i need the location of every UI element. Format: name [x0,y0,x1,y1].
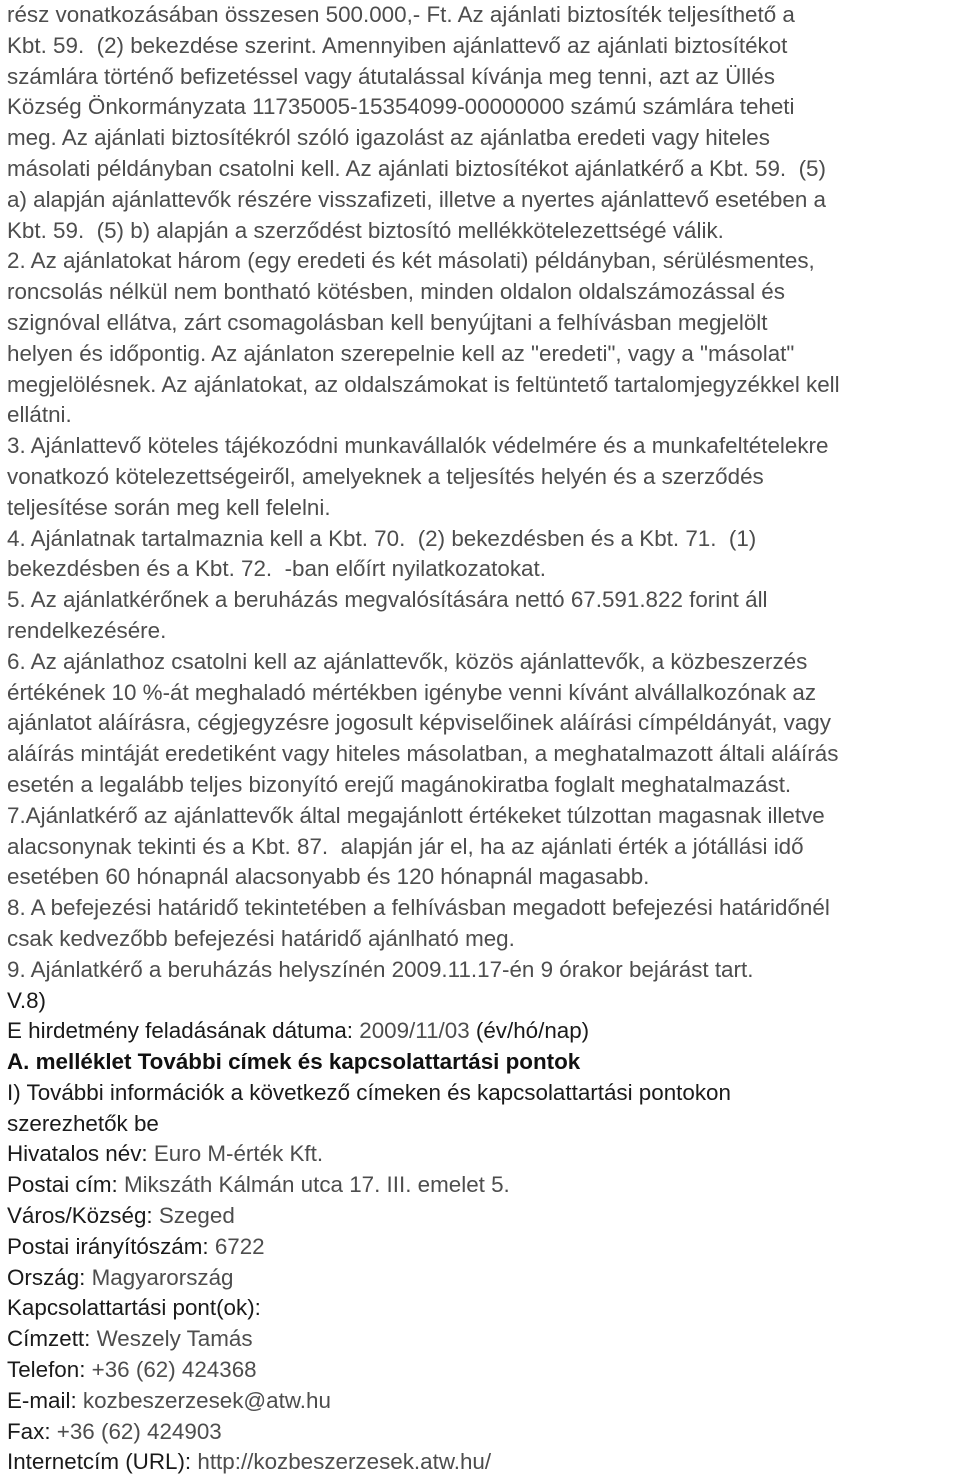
text-line: szignóval ellátva, zárt csomagolásban kell benyújtani a felhívásban megjelölt [7,309,768,335]
contact-city [7,1201,957,1232]
text-line: esetében 60 hónapnál alacsonyabb és 120 hónapnál magasabb. [7,864,650,890]
info-heading-line-2: szerezhetők be [7,1110,159,1136]
text-line: ellátni. [7,402,72,428]
contact-label: Hivatalos név: [7,1141,154,1167]
text-line: roncsolás nélkül nem bontható kötésben, minden oldalon oldalszámozással és [7,279,785,305]
contact-value: Euro M-érték Kft. [153,1141,324,1167]
contact-label: Ország: [7,1264,92,1290]
contact-email-link[interactable]: kozbeszerzesek@atw.hu [82,1387,331,1413]
contact-url-link[interactable]: http://kozbeszerzesek.atw.hu/ [197,1449,492,1475]
text-line: 6. Az ajánlathoz csatolni kell az ajánlattevők, közös ajánlattevők, a közbeszerzés [7,648,808,674]
text-line: vonatkozó kötelezettségeiről, amelyeknek a teljesítés helyén és a szerződés [7,463,764,489]
text-line: teljesítése során meg kell felelni. [7,494,331,520]
contact-value: +36 (62) 424903 [56,1418,222,1444]
text-line: esetén a legalább teljes bizonyító erejű magánokiratba foglalt meghatalmazást. [7,771,792,797]
contact-value: Szeged [158,1203,235,1229]
text-line: 7.Ajánlatkérő az ajánlattevők által megajánlott értékeket túlzottan magasnak illetve [7,802,825,828]
contact-value: Mikszáth Kálmán utca 17. III. emelet 5. [123,1172,510,1198]
text-line: helyen és időpontig. Az ajánlaton szerepelnie kell az "eredeti", vagy a "másolat" [7,340,795,366]
text-line: bekezdésben és a Kbt. 72. -ban előírt nyilatkozatokat. [7,556,546,582]
text-line: meg. Az ajánlati biztosítékról szóló igazolást az ajánlatba eredeti vagy hiteles [7,125,770,151]
document-page [7,0,957,1478]
contact-label: Város/Község: [7,1203,159,1229]
contact-phone [7,1355,957,1386]
text-line: rendelkezésére. [7,617,167,643]
text-line: 4. Ajánlatnak tartalmaznia kell a Kbt. 70. (2) bekezdésben és a Kbt. 71. (1) [7,525,757,551]
contact-fax [7,1417,957,1448]
dispatch-date-label: E hirdetmény feladásának dátuma: [7,1018,360,1044]
text-line: számlára történő befizetéssel vagy átutalással kívánja meg tenni, azt az Üllés [7,63,775,89]
contact-label: Postai cím: [7,1172,124,1198]
section-reference: V.8) [7,987,47,1013]
contact-points [7,1293,957,1324]
contact-label: Internetcím (URL): [7,1449,198,1475]
text-line: értékének 10 %-át meghaladó mértékben igénybe venni kívánt alvállalkozónak az [7,679,817,705]
text-line: 3. Ajánlattevő köteles tájékozódni munkavállalók védelmére és a munkafeltételekre [7,433,829,459]
contact-postal-address [7,1170,957,1201]
text-line: rész vonatkozásában összesen 500.000,- Ft. Az ajánlati biztosíték teljesíthető a [7,2,795,27]
text-line: 5. Az ajánlatkérőnek a beruházás megvalósítására nettó 67.591.822 forint áll [7,587,768,613]
contact-value: Magyarország [91,1264,234,1290]
contact-url [7,1447,957,1478]
contact-email [7,1386,957,1417]
contact-value: 6722 [214,1233,265,1259]
dispatch-date [7,1016,957,1047]
contact-official-name [7,1139,957,1170]
contact-list [7,1139,957,1478]
contact-label: Kapcsolattartási pont(ok): [7,1295,261,1321]
contact-value: Weszely Tamás [96,1326,253,1352]
contact-label: Címzett: [7,1326,97,1352]
contact-label: E-mail: [7,1387,83,1413]
annex-title: A. melléklet További címek és kapcsolattartási pontok [7,1049,581,1075]
contact-label: Postai irányítószám: [7,1233,215,1259]
text-line: Kbt. 59. (5) b) alapján a szerződést biztosító mellékkötelezettségé válik. [7,217,724,243]
contact-addressee [7,1324,957,1355]
text-line: aláírás mintáját eredetiként vagy hiteles másolatban, a meghatalmazott általi aláírás [7,741,839,767]
text-line: Község Önkormányzata 11735005-15354099-00000000 számú számlára teheti [7,94,795,120]
dispatch-date-suffix: (év/hó/nap) [469,1018,590,1044]
contact-value: +36 (62) 424368 [91,1357,257,1383]
contact-country [7,1263,957,1294]
contact-label: Telefon: [7,1357,92,1383]
contact-label: Fax: [7,1418,57,1444]
info-heading-line-1: I) További információk a következő címeken és kapcsolattartási pontokon [7,1079,731,1105]
text-line: a) alapján ajánlattevők részére visszafizeti, illetve a nyertes ajánlattevő esetében a [7,186,826,212]
body-text [7,0,957,986]
text-line: Kbt. 59. (2) bekezdése szerint. Amennyiben ajánlattevő az ajánlati biztosítékot [7,32,788,58]
text-line: alacsonynak tekinti és a Kbt. 87. alapján jár el, ha az ajánlati érték a jótállási idő [7,833,804,859]
text-line: másolati példányban csatolni kell. Az ajánlati biztosítékot ajánlatkérő a Kbt. 59. (5) [7,155,826,181]
text-line: csak kedvezőbb befejezési határidő ajánlható meg. [7,925,515,951]
text-line: ajánlatot aláírásra, cégjegyzésre jogosult képviselőinek aláírási címpéldányát, vagy [7,710,831,736]
text-line: 9. Ajánlatkérő a beruházás helyszínén 2009.11.17-én 9 órakor bejárást tart. [7,956,754,982]
dispatch-date-value: 2009/11/03 [359,1018,470,1044]
text-line: 2. Az ajánlatokat három (egy eredeti és két másolati) példányban, sérülésmentes, [7,248,815,274]
contact-postal-code [7,1232,957,1263]
text-line: megjelölésnek. Az ajánlatokat, az oldalszámokat is feltüntető tartalomjegyzékkel kell [7,371,840,397]
text-line: 8. A befejezési határidő tekintetében a felhívásban megadott befejezési határidőnél [7,895,830,921]
